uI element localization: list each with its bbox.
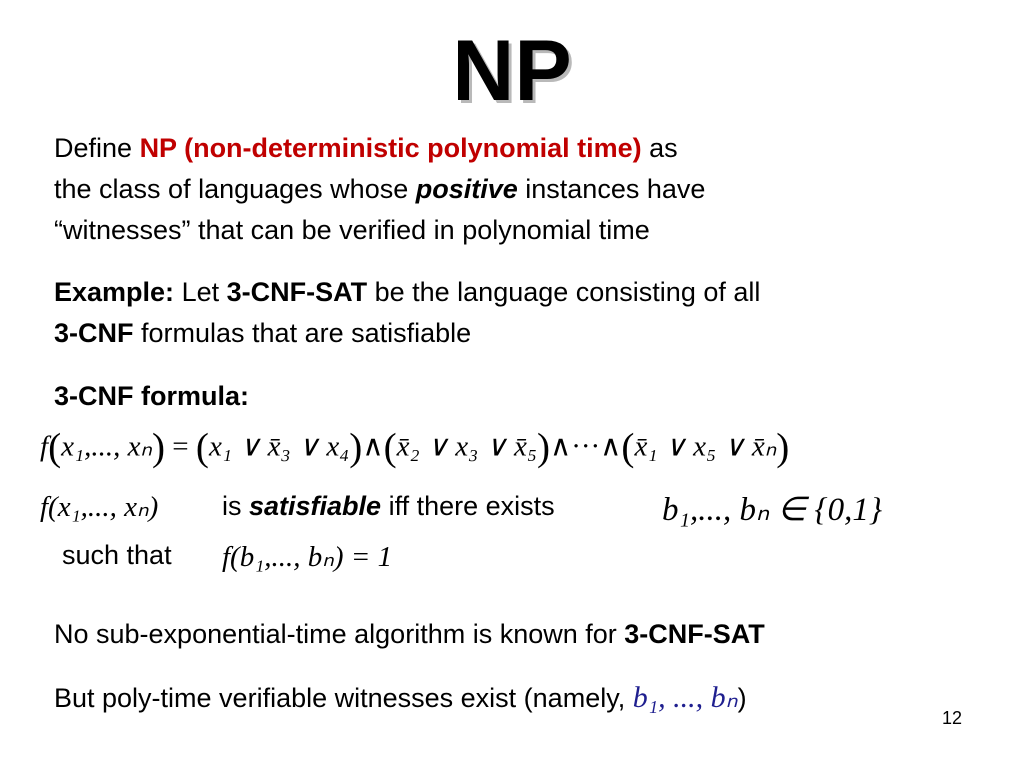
- definition-line-3: “witnesses” that can be verified in polynomial time: [54, 215, 650, 245]
- f-of-b-equals-one: f(b₁,..., bₙ) = 1: [222, 541, 393, 573]
- definition-text: Define: [54, 133, 140, 163]
- equals-sign: =: [172, 430, 189, 463]
- satisfiable-text: is: [222, 491, 249, 521]
- definition-text: as: [641, 133, 678, 163]
- language-name: 3-CNF-SAT: [624, 619, 765, 649]
- example-label: Example:: [54, 277, 175, 307]
- witness-text: But poly-time verifiable witnesses exist (namely,: [54, 683, 633, 713]
- cnf-term: 3-CNF: [54, 318, 134, 348]
- language-name: 3-CNF-SAT: [226, 277, 368, 307]
- cnf-formula: [40, 428, 789, 467]
- paren-close: ): [349, 426, 363, 469]
- satisfiable-sentence: [222, 486, 555, 527]
- b-set: b₁,..., bₙ ∈ {0,1}: [662, 492, 883, 528]
- no-subexp-text: No sub-exponential-time algorithm is known for: [54, 619, 625, 649]
- clause-1: x₁ ∨ x̄₃ ∨ x₄: [208, 430, 350, 463]
- formula-args: x₁,..., xₙ: [61, 430, 152, 463]
- satisfiable-text: iff there exists: [381, 491, 555, 521]
- np-term: NP (non-deterministic polynomial time): [139, 133, 642, 163]
- definition-paragraph: [54, 128, 705, 251]
- definition-line-1: [54, 128, 705, 169]
- paren-open: (: [195, 426, 209, 469]
- clause-2: x̄₂ ∨ x₃ ∨ x̄₅: [396, 430, 537, 463]
- example-text: Let: [174, 277, 227, 307]
- witness-text: ): [737, 683, 747, 713]
- and-operator: ∧: [362, 430, 384, 463]
- definition-text: instances have: [517, 174, 706, 204]
- slide-number: 12: [941, 708, 962, 728]
- example-text: be the language consisting of all: [367, 277, 761, 307]
- example-line-2: [54, 313, 760, 354]
- paren-open: (: [383, 426, 397, 469]
- clause-3: x̄₁ ∨ x₅ ∨ x̄ₙ: [634, 430, 777, 463]
- example-text: formulas that are satisfiable: [133, 318, 472, 348]
- satisfiable-formula-lhs: f(x₁,..., xₙ): [40, 491, 159, 523]
- positive-emphasis: positive: [415, 174, 518, 204]
- no-subexp-sentence: [54, 614, 765, 655]
- definition-line-2: [54, 169, 705, 210]
- paren-open: (: [621, 426, 635, 469]
- satisfiable-word: satisfiable: [249, 491, 382, 521]
- witness-sentence: [54, 678, 747, 719]
- paren-close: ): [536, 426, 550, 469]
- slide-title: NP: [452, 23, 572, 119]
- formula-f: f: [40, 430, 49, 463]
- paren-close: ): [776, 426, 790, 469]
- ellipsis-operator: ∧···∧: [549, 430, 622, 463]
- definition-text: the class of languages whose: [54, 174, 416, 204]
- example-line-1: [54, 272, 760, 313]
- paren-close: ): [152, 426, 166, 469]
- paren-open: (: [48, 426, 62, 469]
- such-that-label: such that: [62, 540, 172, 570]
- witness-b-values: b₁, ..., bₙ: [632, 681, 738, 714]
- example-paragraph: [54, 272, 760, 354]
- formula-heading: 3-CNF formula:: [54, 381, 249, 411]
